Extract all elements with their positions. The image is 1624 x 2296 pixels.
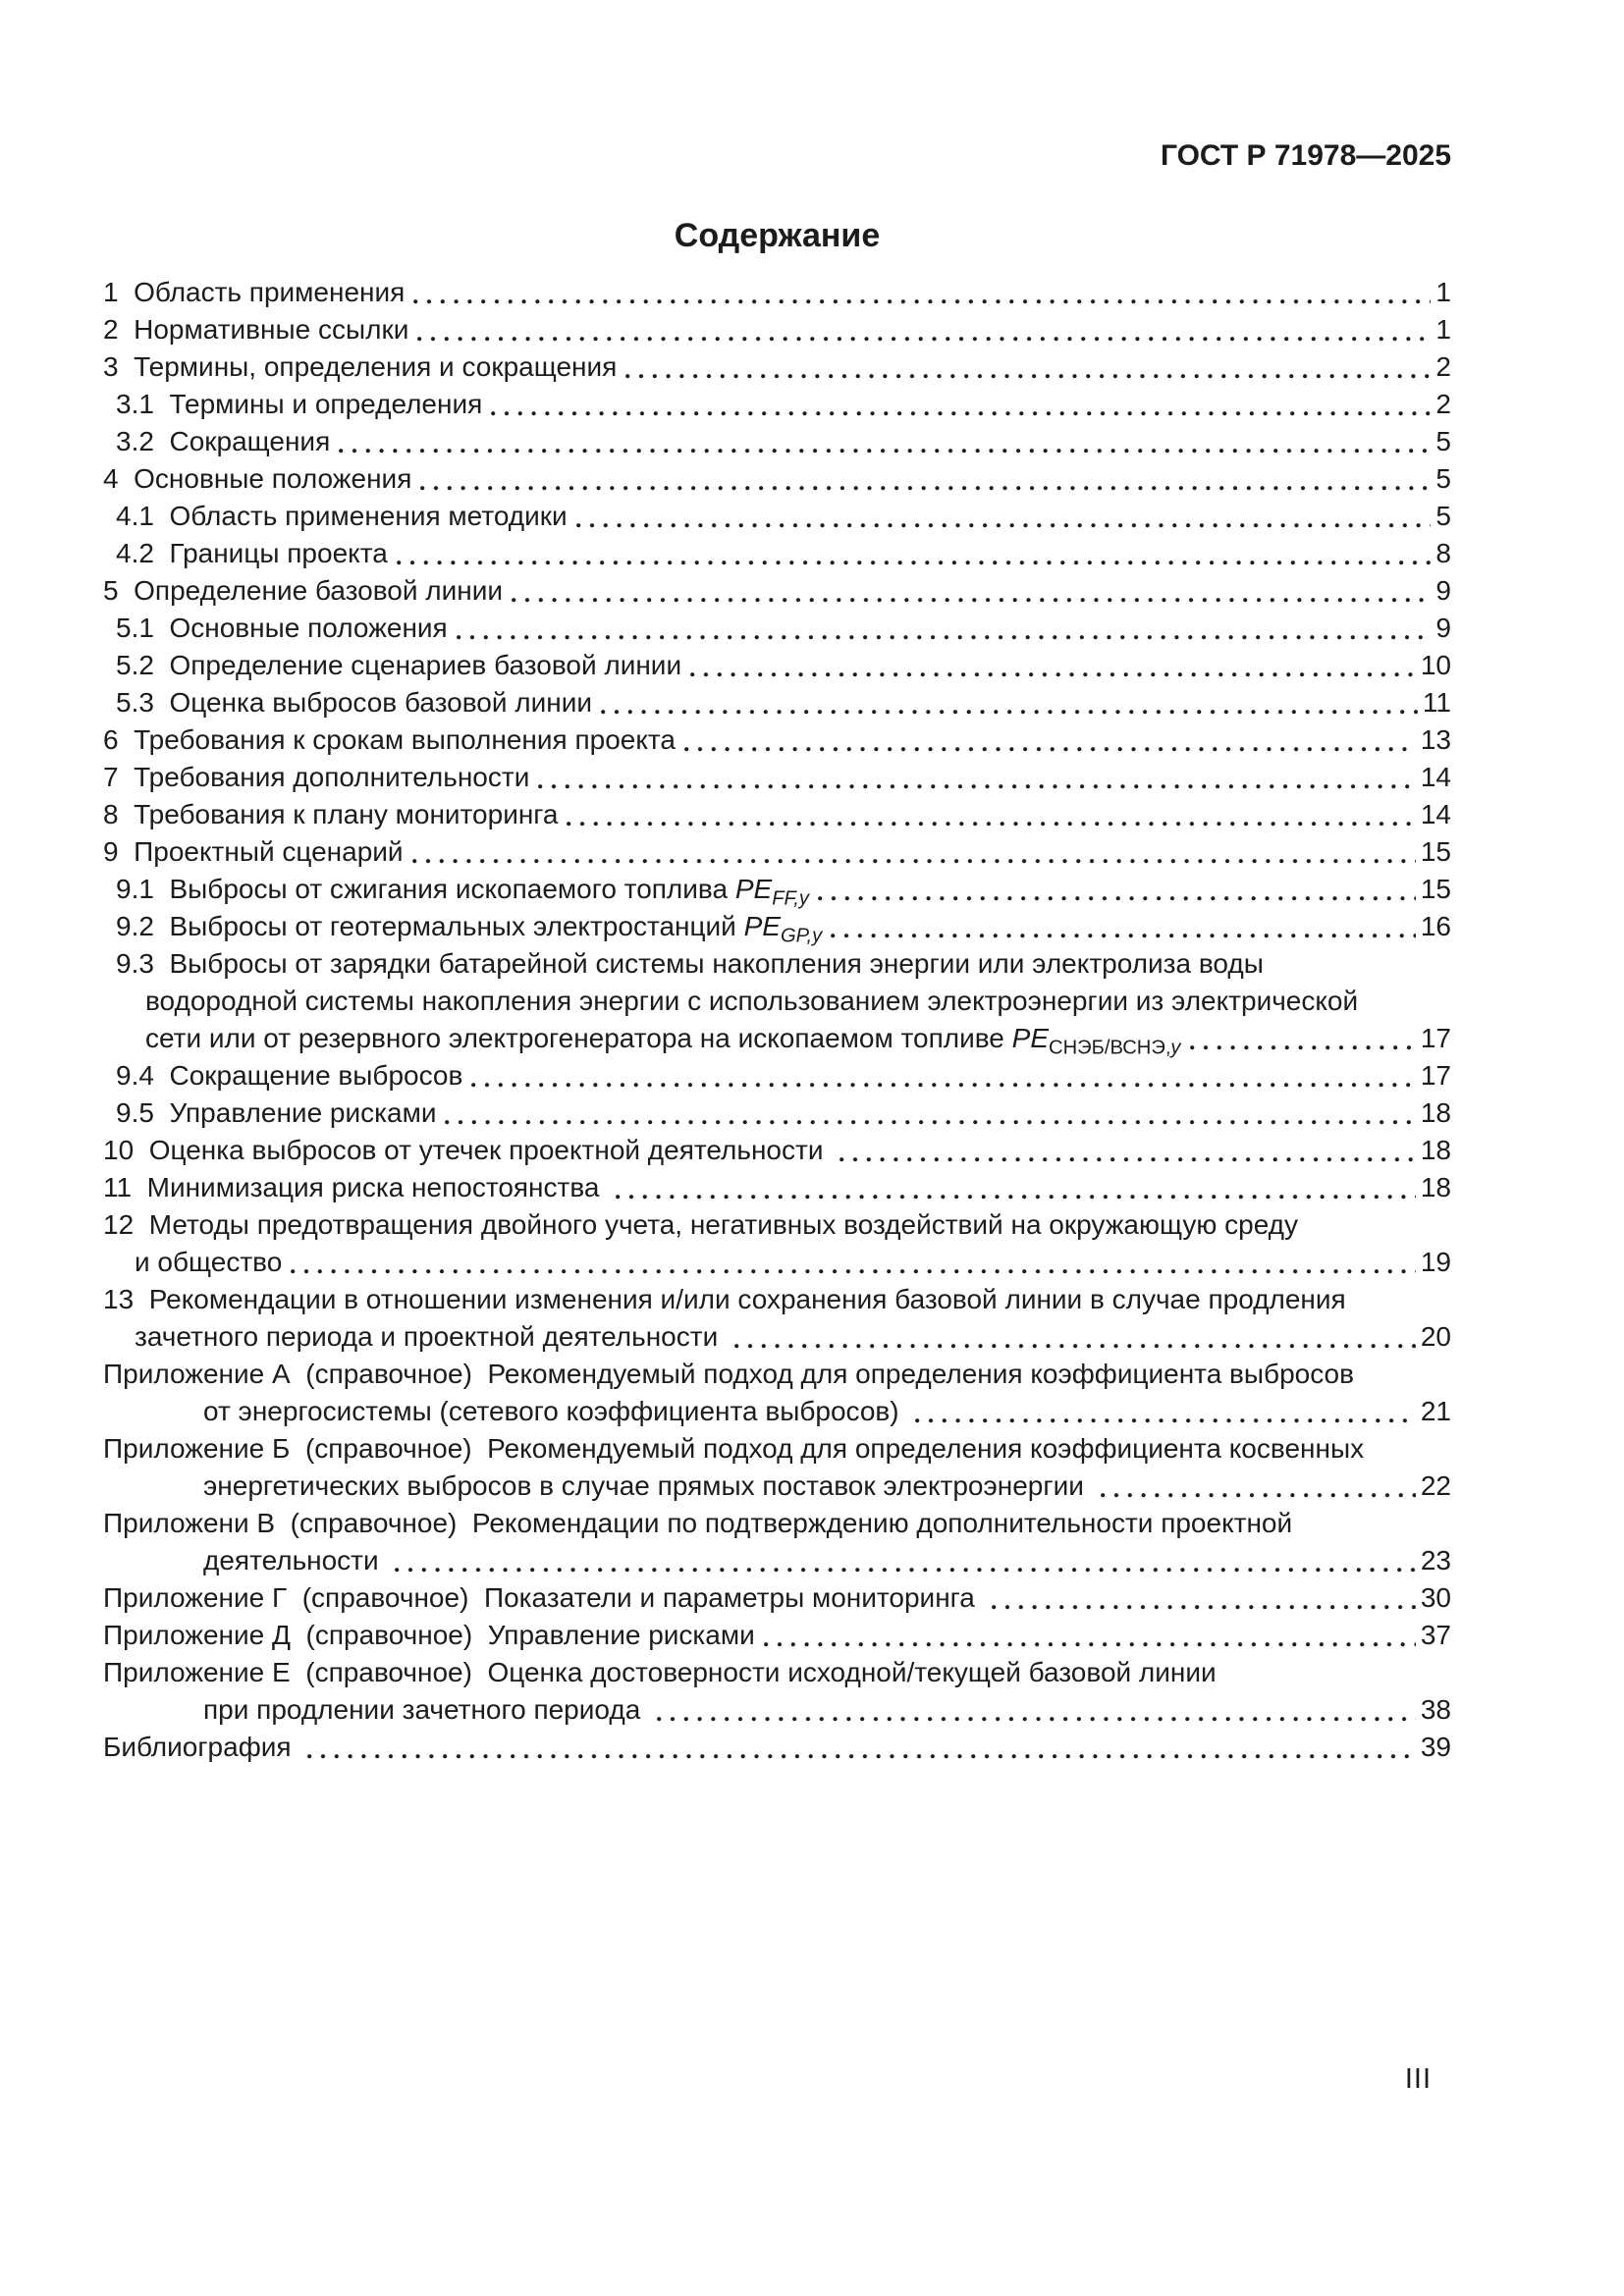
toc-line	[103, 1505, 1451, 1542]
toc-entry-text: 11 Минимизация риска непостоянства	[103, 1172, 608, 1202]
toc-page-number: 16	[1420, 911, 1451, 941]
toc-entry	[103, 1505, 1451, 1579]
dot-leader	[617, 348, 1435, 386]
toc-line	[116, 1095, 1451, 1132]
toc-entry-text: 5 Определение базовой линии	[103, 575, 503, 606]
toc-entry	[103, 311, 1451, 348]
dot-leader	[330, 423, 1435, 460]
toc-page-number: 17	[1420, 1023, 1451, 1053]
toc-line	[103, 833, 1451, 871]
toc-entry	[103, 1206, 1451, 1281]
toc-page-number: 2	[1435, 389, 1451, 419]
toc-line	[103, 1132, 1451, 1169]
toc-line	[116, 423, 1451, 460]
dot-leader	[503, 572, 1435, 610]
toc-entry	[103, 684, 1451, 721]
toc-line	[116, 684, 1451, 721]
toc-entry-text: 2 Нормативные ссылки	[103, 314, 409, 345]
toc-entry	[103, 498, 1451, 535]
toc-line	[103, 1729, 1451, 1766]
toc-page-number: 9	[1435, 613, 1451, 643]
toc-page-number: 20	[1420, 1321, 1451, 1352]
dot-leader	[648, 1691, 1421, 1729]
toc-line	[116, 610, 1451, 647]
toc-entry-text: деятельности	[203, 1545, 387, 1575]
toc-line	[103, 1318, 1451, 1356]
dot-leader	[482, 386, 1435, 423]
toc-entry	[103, 1281, 1451, 1356]
toc-line	[116, 535, 1451, 572]
toc-entry	[103, 1654, 1451, 1729]
toc-page-number: 5	[1435, 501, 1451, 531]
toc-page-number: 37	[1420, 1620, 1451, 1650]
dot-leader	[755, 1617, 1421, 1654]
toc-line	[116, 647, 1451, 684]
toc-entry-text: Приложение Б (справочное) Рекомендуемый подход для определения коэффициента косвенных	[103, 1433, 1365, 1464]
toc-entry-text: зачетного периода и проектной деятельности	[135, 1321, 726, 1352]
toc-line	[103, 1542, 1451, 1579]
toc-line	[103, 796, 1451, 833]
toc-entry-text: 6 Требования к срокам выполнения проекта	[103, 724, 676, 755]
toc-entry	[103, 1579, 1451, 1617]
toc-page-number: 30	[1420, 1582, 1451, 1613]
toc-entry-text: 3.1 Термины и определения	[116, 389, 483, 419]
dot-leader	[386, 1542, 1420, 1579]
toc-entry	[103, 1169, 1451, 1206]
dot-leader	[726, 1318, 1421, 1356]
toc-entry-text: 10 Оценка выбросов от утечек проектной деятельности	[103, 1135, 832, 1165]
toc-line	[103, 348, 1451, 386]
toc-page-number: 23	[1420, 1545, 1451, 1575]
toc-line	[116, 908, 1451, 945]
toc-line	[116, 945, 1451, 983]
toc-entry-text: 9.3 Выбросы от зарядки батарейной системы накопления энергии или электролиза воды	[116, 948, 1264, 979]
toc-entry	[103, 908, 1451, 945]
toc-entry-text: Библиография	[103, 1732, 299, 1762]
dot-leader	[405, 274, 1435, 311]
toc-page-number: 22	[1420, 1470, 1451, 1501]
toc-page-number: 9	[1435, 575, 1451, 606]
toc-entry	[103, 1617, 1451, 1654]
toc-entry-text: Приложени В (справочное) Рекомендации по подтверждению дополнительности проектной	[103, 1508, 1293, 1538]
dot-leader	[529, 759, 1421, 796]
dot-leader	[298, 1729, 1421, 1766]
toc-entry	[103, 871, 1451, 908]
page-title: Содержание	[674, 217, 881, 254]
toc-entry-text: от энергосистемы (сетевого коэффициента выбросов)	[203, 1396, 907, 1426]
toc-entry-text: энергетических выбросов в случае прямых поставок электроэнергии	[203, 1470, 1092, 1501]
dot-leader	[408, 311, 1435, 348]
toc-entry-text: 9 Проектный сценарий	[103, 836, 404, 867]
toc-entry	[103, 460, 1451, 498]
toc-page-number: 15	[1420, 836, 1451, 867]
toc-line	[103, 1393, 1451, 1430]
dot-leader	[568, 498, 1436, 535]
toc-entry-text: Приложение А (справочное) Рекомендуемый подход для определения коэффициента выбросов	[103, 1359, 1354, 1389]
dot-leader	[681, 647, 1421, 684]
toc-line	[103, 1654, 1451, 1691]
standard-designation: ГОСТ Р 71978—2025	[1160, 139, 1451, 172]
toc-entry	[103, 274, 1451, 311]
toc-entry	[103, 796, 1451, 833]
toc-line	[116, 983, 1451, 1020]
toc-page-number: 5	[1435, 463, 1451, 494]
toc-line	[116, 1057, 1451, 1095]
toc-entry-text: 9.4 Сокращение выбросов	[116, 1060, 463, 1091]
dot-leader	[436, 1095, 1420, 1132]
toc-line	[103, 1617, 1451, 1654]
toc-entry-text: 13 Рекомендации в отношении изменения и/или сохранения базовой линии в случае продления	[103, 1284, 1346, 1314]
toc-entry-text: сети или от резервного электрогенератора на ископаемом топливе $PE_{СНЭБ/ВСНЭ,y}$	[145, 1023, 1181, 1059]
toc-page-number: 38	[1420, 1694, 1451, 1725]
toc-entry-text: и общество	[135, 1247, 283, 1277]
toc-entry-text: 9.1 Выбросы от сжигания ископаемого топлива $PE_{FF,y}$	[116, 874, 809, 910]
dot-leader	[388, 535, 1436, 572]
table-of-contents	[103, 274, 1451, 1766]
toc-line	[103, 1691, 1451, 1729]
toc-line	[103, 1430, 1451, 1468]
dot-leader	[448, 610, 1436, 647]
toc-entry-text: 3.2 Сокращения	[116, 426, 331, 456]
toc-line	[103, 1579, 1451, 1617]
toc-entry-text: 7 Требования дополнительности	[103, 762, 530, 792]
dot-leader	[831, 1132, 1421, 1169]
toc-entry-text: 9.5 Управление рисками	[116, 1097, 437, 1128]
toc-entry-text: 5.3 Оценка выбросов базовой линии	[116, 687, 592, 718]
toc-entry-text: 5.1 Основные положения	[116, 613, 448, 643]
toc-entry	[103, 721, 1451, 759]
toc-entry	[103, 1132, 1451, 1169]
dot-leader	[462, 1057, 1420, 1095]
toc-line	[116, 871, 1451, 908]
toc-entry	[103, 1057, 1451, 1095]
toc-page-number: 18	[1420, 1135, 1451, 1165]
toc-page-number: 1	[1435, 314, 1451, 345]
toc-page-number: 14	[1420, 799, 1451, 829]
dot-leader	[809, 871, 1421, 908]
toc-page-number: 19	[1420, 1247, 1451, 1277]
toc-line	[103, 572, 1451, 610]
toc-entry	[103, 610, 1451, 647]
toc-line	[103, 1206, 1451, 1244]
dot-leader	[1092, 1468, 1421, 1505]
dot-leader	[282, 1244, 1421, 1281]
toc-line	[116, 498, 1451, 535]
toc-page-number: 18	[1420, 1097, 1451, 1128]
toc-page-number: 39	[1420, 1732, 1451, 1762]
toc-entry-text: Приложение Г (справочное) Показатели и параметры мониторинга	[103, 1582, 983, 1613]
toc-entry-text: 9.2 Выбросы от геотермальных электростанций $PE_{GP,y}$	[116, 911, 823, 947]
toc-line	[103, 1169, 1451, 1206]
dot-leader	[404, 833, 1421, 871]
toc-entry-text: Приложение Е (справочное) Оценка достоверности исходной/текущей базовой линии	[103, 1657, 1217, 1687]
toc-entry-text: 4 Основные положения	[103, 463, 412, 494]
toc-page-number: 18	[1420, 1172, 1451, 1202]
toc-line	[116, 386, 1451, 423]
dot-leader	[983, 1579, 1421, 1617]
page-number: III	[1404, 2063, 1432, 2095]
toc-line	[103, 759, 1451, 796]
toc-line	[103, 1356, 1451, 1393]
toc-entry	[103, 386, 1451, 423]
toc-entry	[103, 1430, 1451, 1505]
toc-entry	[103, 572, 1451, 610]
toc-line	[103, 1281, 1451, 1318]
toc-line	[103, 460, 1451, 498]
dot-leader	[558, 796, 1420, 833]
toc-entry-text: Приложение Д (справочное) Управление рисками	[103, 1620, 755, 1650]
toc-entry-text: 4.2 Границы проекта	[116, 538, 388, 568]
toc-page-number: 15	[1420, 874, 1451, 904]
toc-entry-text: водородной системы накопления энергии с использованием электроэнергии из электрической	[145, 986, 1359, 1016]
toc-line	[103, 274, 1451, 311]
dot-leader	[676, 721, 1421, 759]
toc-line	[103, 1244, 1451, 1281]
toc-line	[103, 1468, 1451, 1505]
toc-entry	[103, 535, 1451, 572]
toc-line	[103, 311, 1451, 348]
toc-page-number: 13	[1420, 724, 1451, 755]
dot-leader	[822, 908, 1421, 945]
toc-entry	[103, 1356, 1451, 1430]
toc-page-number: 2	[1435, 351, 1451, 382]
toc-entry	[103, 945, 1451, 1057]
toc-entry	[103, 348, 1451, 386]
toc-line	[103, 721, 1451, 759]
toc-entry-text: 5.2 Определение сценариев базовой линии	[116, 650, 682, 680]
toc-entry-text: 8 Требования к плану мониторинга	[103, 799, 559, 829]
dot-leader	[607, 1169, 1421, 1206]
toc-entry	[103, 423, 1451, 460]
toc-entry-text: 4.1 Область применения методики	[116, 501, 568, 531]
toc-entry	[103, 759, 1451, 796]
toc-line	[116, 1020, 1451, 1057]
toc-page-number: 17	[1420, 1060, 1451, 1091]
toc-page-number: 8	[1435, 538, 1451, 568]
dot-leader	[411, 460, 1435, 498]
dot-leader	[906, 1393, 1420, 1430]
toc-page-number: 11	[1422, 687, 1451, 718]
toc-entry-text: 1 Область применения	[103, 277, 406, 307]
toc-page-number: 10	[1420, 650, 1451, 680]
toc-page-number: 1	[1435, 277, 1451, 307]
toc-entry-text: 3 Термины, определения и сокращения	[103, 351, 618, 382]
toc-page-number: 5	[1435, 426, 1451, 456]
toc-page-number: 14	[1420, 762, 1451, 792]
toc-entry-text: 12 Методы предотвращения двойного учета, негативных воздействий на окружающую среду	[103, 1209, 1298, 1240]
toc-page-number: 21	[1420, 1396, 1451, 1426]
dot-leader	[592, 684, 1423, 721]
toc-entry	[103, 1095, 1451, 1132]
toc-entry	[103, 833, 1451, 871]
dot-leader	[1181, 1020, 1421, 1057]
toc-entry-text: при продлении зачетного периода	[203, 1694, 649, 1725]
toc-entry	[103, 647, 1451, 684]
toc-entry	[103, 1729, 1451, 1766]
